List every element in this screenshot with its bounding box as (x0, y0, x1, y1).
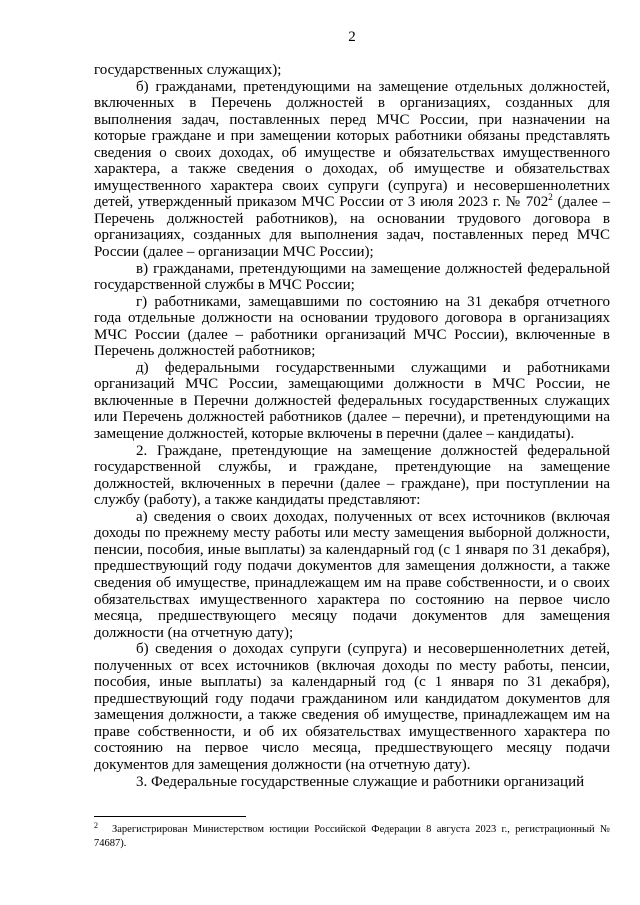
footnote-text: Зарегистрирован Министерством юстиции Российской Федерации 8 августа 2023 г., регистрационный № 74687). (94, 824, 610, 849)
paragraph-7: а) сведения о своих доходах, полученных от всех источников (включая доходы по прежнему месту работы или месту замещения выборной должности, пенсии, пособия, иные выплаты) за календарный год (с 1 января по 31 декабря), предшествующий году подачи документов для замещения должности, а также сведения об имуществе, принадлежащем им на праве собственности, и о своих обязательствах имущественного характера по состоянию на первое число месяца, предшествующего месяцу подачи документов для замещения должности (на отчетную дату); (94, 508, 610, 641)
paragraph-4: г) работниками, замещавшими по состоянию на 31 декабря отчетного года отдельные должности на основании трудового договора в организациях МЧС России (далее – работники организаций МЧС России), включенные в Перечень должностей работников; (94, 293, 610, 360)
footnote-mark: 2 (94, 820, 98, 830)
body-text (94, 62, 610, 790)
paragraph-1: государственных служащих); (94, 62, 282, 78)
footnote (94, 820, 610, 851)
paragraph-6: 2. Граждане, претендующие на замещение должностей федеральной государственной службы, и граждане, претендующие на замещение должностей, включенных в перечни (далее – граждане), при поступлении на службу (работу), а также кандидаты представляют: (94, 442, 610, 509)
paragraph-9: 3. Федеральные государственные служащие и работники организаций (136, 773, 585, 790)
page-number: 2 (348, 29, 356, 45)
paragraph-3: в) гражданами, претендующими на замещение должностей федеральной государственной службы в МЧС России; (94, 260, 610, 294)
paragraph-2: б) гражданами, претендующими на замещение отдельных должностей, включенных в Перечень должностей в организациях, созданных для выполнения задач, поставленных перед МЧС России, при назначении на которые граждане и при замещении которых работники обязаны представлять сведения о своих доходах, об имуществе и обязательствах имущественного характера, а также сведения о доходах, об имуществе и обязательствах имущественного характера своих супруги (супруга) и несовершеннолетних детей, утвержденный приказом МЧС России от 3 июля 2023 г. № $702^2$ (далее – Перечень должностей работников), на основании трудового договора в организациях, созданных для выполнения задач, поставленных перед МЧС России (далее – организации МЧС России); (94, 78, 611, 261)
footnote-reference: 2 (548, 192, 553, 203)
paragraph-8: б) сведения о доходах супруги (супруга) и несовершеннолетних детей, полученных от всех источников (включая доходы по месту работы, пенсии, пособия, иные выплаты) за календарный год (с 1 января по 31 декабря), предшествующий году подачи гражданином или кандидатом документов для замещения должности, а также сведения об имуществе, принадлежащем им на праве собственности, и об их обязательствах имущественного характера по состоянию на первое число месяца, предшествующего месяцу подачи документов для замещения должности (на отчетную дату). (94, 641, 610, 773)
footnote-divider (94, 816, 246, 817)
paragraph-5: д) федеральными государственными служащими и работниками организаций МЧС России, замещающими должности в МЧС России, не включенные в Перечни должностей федеральных государственных служащих или Перечень должностей работников (далее – перечни), и претендующими на замещение должностей, которые включены в перечни (далее – кандидаты). (94, 359, 610, 443)
